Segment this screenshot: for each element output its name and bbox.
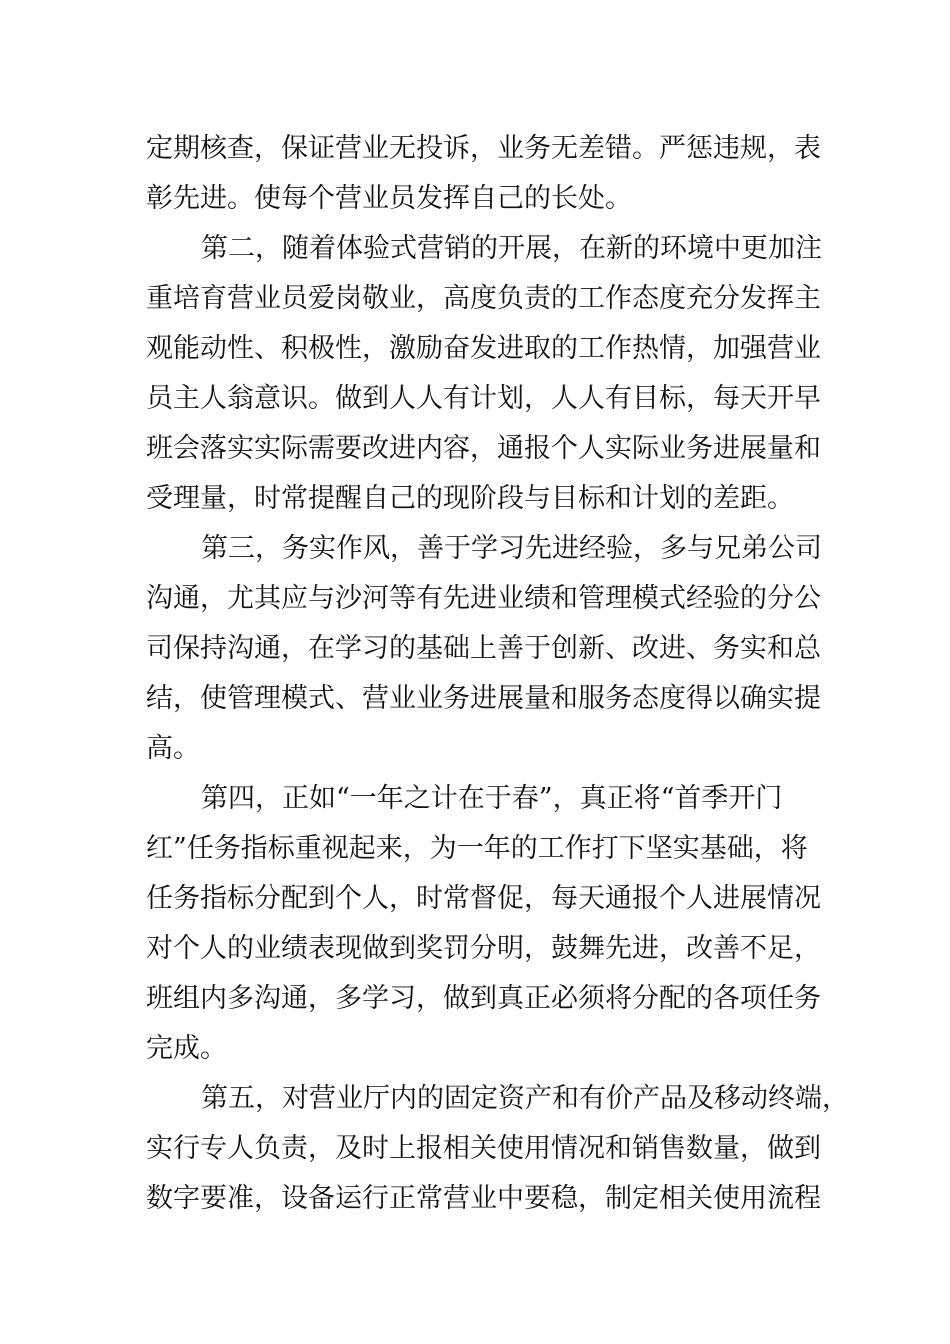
text-line: 司保持沟通，在学习的基础上善于创新、改进、务实和总 [146,633,821,664]
paragraph-start-line: 第二，随着体验式营销的开展，在新的环境中更加注 [201,233,822,264]
paragraph-start-line: 第三，务实作风，善于学习先进经验，多与兄弟公司 [201,533,822,564]
text-line: 定期核查，保证营业无投诉，业务无差错。严惩违规，表 [146,133,821,164]
text-line: 重培育营业员爱岗敬业，高度负责的工作态度充分发挥主 [146,283,821,314]
text-line: 实行专人负责，及时上报相关使用情况和销售数量，做到 [146,1133,821,1164]
text-line: 完成。 [146,1033,227,1064]
text-line: 高。 [146,733,200,764]
text-line: 任务指标分配到个人，时常督促，每天通报个人进展情况 [146,883,821,914]
text-line: 受理量，时常提醒自己的现阶段与目标和计划的差距。 [146,483,794,514]
text-line: 数字要准，设备运行正常营业中要稳，制定相关使用流程 [146,1183,821,1214]
text-line: 观能动性、积极性，激励奋发进取的工作热情，加强营业 [146,333,821,364]
text-line: 结，使管理模式、营业业务进展量和服务态度得以确实提 [146,683,821,714]
text-line: 对个人的业绩表现做到奖罚分明，鼓舞先进，改善不足， [146,933,821,964]
paragraph-start-line: 第五，对营业厅内的固定资产和有价产品及移动终端， [201,1083,849,1114]
text-line: 班组内多沟通，多学习，做到真正必须将分配的各项任务 [146,983,821,1014]
text-line: 沟通，尤其应与沙河等有先进业绩和管理模式经验的分公 [146,583,821,614]
paragraph-start-line: 第四，正如“一年之计在于春”，真正将“首季开门 [201,783,783,814]
text-line: 彰先进。使每个营业员发挥自己的长处。 [146,183,632,214]
text-line: 员主人翁意识。做到人人有计划，人人有目标，每天开早 [146,383,821,414]
text-line: 班会落实实际需要改进内容，通报个人实际业务进展量和 [146,433,821,464]
text-line: 红”任务指标重视起来，为一年的工作打下坚实基础，将 [146,833,808,864]
